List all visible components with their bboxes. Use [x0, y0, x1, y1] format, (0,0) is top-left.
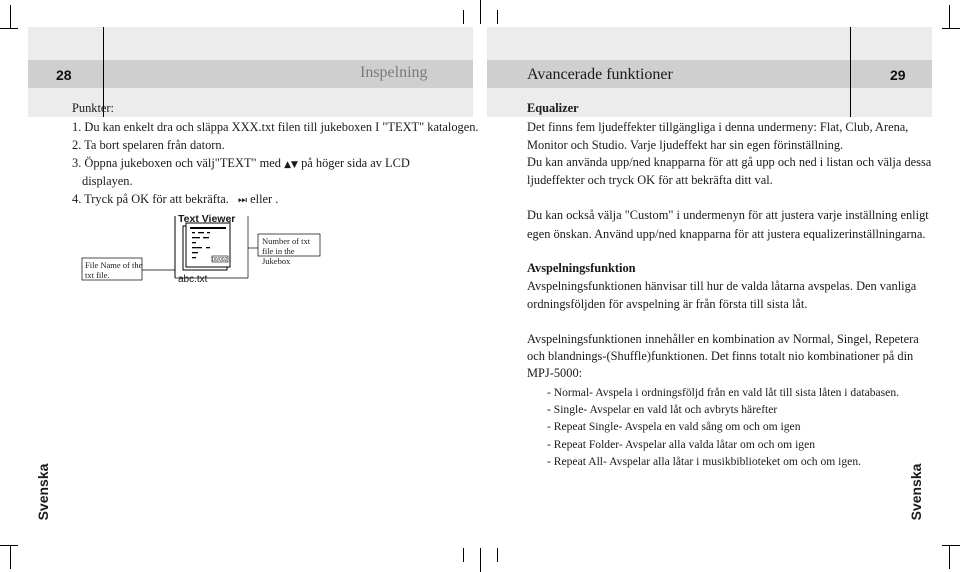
mode-item: - Normal- Avspela i ordningsföljd från en vald låt till sista låten i databasen.: [547, 386, 900, 399]
modes-line: MPJ-5000:: [527, 366, 583, 380]
crop-mark: [942, 545, 960, 546]
equalizer-line: ljudeffekter och tryck OK för att bekräfta ditt val.: [527, 173, 773, 187]
step-4-text: 4. Tryck på OK för att bekräfta.: [72, 192, 229, 206]
crop-mark: [942, 28, 960, 29]
crop-mark: [10, 545, 11, 569]
mode-item: - Repeat Single- Avspela en vald sång om och om igen: [547, 420, 801, 433]
crop-mark: [463, 10, 464, 24]
crop-mark: [497, 10, 498, 24]
crop-mark: [480, 0, 481, 24]
page-number-left: 28: [56, 67, 72, 83]
header-divider: [850, 27, 851, 117]
equalizer-line: Monitor och Studio. Varje ljudeffekt har sin egen förinställning.: [527, 138, 844, 152]
mode-item: - Repeat All- Avspelar alla låtar i musikbiblioteket om och om igen.: [547, 455, 862, 468]
step-2: 2. Ta bort spelaren från datorn.: [72, 138, 225, 152]
modes-line: Avspelningsfunktionen innehåller en kombination av Normal, Singel, Repetera: [527, 332, 919, 346]
crop-mark: [949, 5, 950, 29]
step-4: [72, 190, 278, 210]
step-1: 1. Du kan enkelt dra och släppa XXX.txt filen till jukeboxen I "TEXT" katalogen.: [72, 120, 479, 134]
text-viewer-title: Text Viewer: [178, 213, 236, 225]
mode-item: - Repeat Folder- Avspelar alla valda låtar om och om igen: [547, 438, 816, 451]
crop-mark: [949, 545, 950, 569]
step-3-tail: på höger sida av LCD: [301, 156, 410, 170]
page-number-right: 29: [890, 67, 906, 83]
step-3-continued: displayen.: [82, 174, 133, 188]
equalizer-heading: Equalizer: [527, 101, 579, 115]
crop-mark: [0, 28, 18, 29]
language-label-left: Svenska: [35, 463, 51, 521]
playback-line: ordningsföljden för avspelning är från första till sista låt.: [527, 297, 808, 311]
playback-line: Avspelningsfunktionen hänvisar till hur de valda låtarna avspelas. Den vanliga: [527, 279, 917, 293]
mode-item: - Single- Avspelar en vald låt och avbryts härefter: [547, 403, 778, 416]
label-number-of-files: Number of txt file in the Jukebox: [262, 236, 311, 266]
crop-mark: [497, 548, 498, 562]
crop-mark: [463, 548, 464, 562]
custom-line: egen önskan. Använd upp/ned knapparna för att justera equalizerinställningarna.: [527, 227, 926, 241]
section-title-right: Avancerade funktioner: [527, 66, 673, 83]
crop-mark: [10, 5, 11, 29]
file-counter: 00/002: [212, 257, 228, 263]
label-file-name: File Name of the txt file.: [85, 260, 143, 280]
custom-line: Du kan också välja "Custom" i undermenyn för att justera varje inställning enligt: [527, 208, 929, 222]
playback-heading: Avspelningsfunktion: [527, 261, 636, 275]
crop-mark: [480, 548, 481, 572]
up-down-arrow-icon: ▲▼: [284, 160, 298, 170]
equalizer-line: Du kan använda upp/ned knapparna för att gå upp och ned i listan och välja dessa: [527, 155, 932, 169]
language-label-right: Svenska: [908, 463, 924, 521]
steps-title: Punkter:: [72, 101, 114, 115]
crop-mark: [0, 545, 18, 546]
section-title-left: Inspelning: [360, 64, 428, 81]
modes-line: och blandnings-(Shuffle)funktionen. Det finns totalt nio kombinationer på din: [527, 349, 914, 363]
next-track-icon: ⏭: [238, 195, 248, 206]
step-4-tail: eller .: [250, 192, 279, 206]
step-3-text: 3. Öppna jukeboxen och välj"TEXT" med: [72, 156, 282, 170]
file-name: abc.txt: [178, 274, 208, 285]
equalizer-line: Det finns fem ljudeffekter tillgängliga i denna undermeny: Flat, Club, Arena,: [527, 120, 909, 134]
